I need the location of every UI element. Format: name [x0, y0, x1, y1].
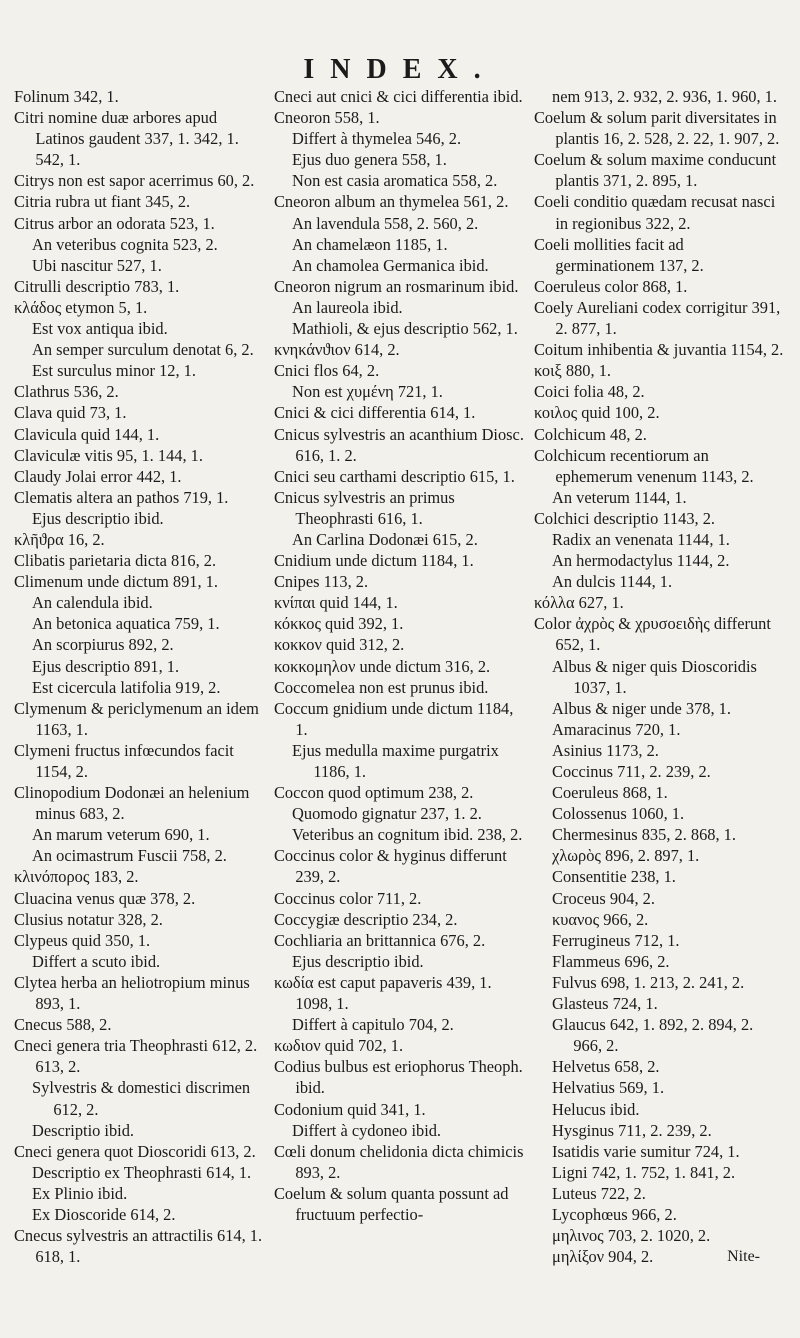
index-entry: Codonium quid 341, 1. — [274, 1099, 426, 1119]
index-entry: Mathioli, & ejus descriptio 562, 1. — [292, 319, 518, 339]
index-entry: Coccinus 711, 2. 239, 2. — [552, 762, 711, 781]
index-entry: Veteribus an cognitum ibid. 238, 2. — [292, 825, 523, 845]
index-entry: Cneci genera tria Theophrasti 612, 2. 613, 2. — [14, 1036, 258, 1077]
index-entry: Coccygiæ descriptio 234, 2. — [274, 909, 458, 929]
index-entry: Fulvus 698, 1. 213, 2. 241, 2. — [552, 972, 745, 992]
index-entry: An hermodactylus 1144, 2. — [552, 551, 730, 571]
index-entry: Est vox antiqua ibid. — [32, 319, 168, 339]
index-entry: An Carlina Dodonæi 615, 2. — [292, 529, 478, 549]
index-entry: Coici folia 48, 2. — [534, 382, 645, 402]
index-entry: An marum veterum 690, 1. — [32, 825, 210, 845]
index-entry: Ejus descriptio 891, 1. — [32, 656, 180, 676]
index-entry: Differt a scuto ibid. — [32, 951, 161, 971]
index-entry: An ocimastrum Fuscii 758, 2. — [32, 846, 227, 866]
index-entry: Amaracinus 720, 1. — [552, 719, 681, 739]
index-entry: Coccomelea non est prunus ibid. — [274, 677, 489, 697]
index-entry: Codius bulbus est eriophorus Theoph. ibid. — [274, 1057, 523, 1098]
index-entry: Clavicula quid 144, 1. — [14, 424, 160, 444]
index-entry: Differt à capitulo 704, 2. — [292, 1015, 454, 1035]
index-entry: Coeli mollities facit ad germinationem 137, 2. — [534, 234, 704, 275]
index-entry: Isatidis varie sumitur 724, 1. — [552, 1141, 740, 1161]
index-entry: χλωρὸς 896, 2. 897, 1. — [552, 846, 700, 866]
index-entry: Hysginus 711, 2. 239, 2. — [552, 1120, 712, 1140]
index-entry: Consentitie 238, 1. — [552, 867, 676, 887]
index-entry: An scorpiurus 892, 2. — [32, 635, 174, 655]
index-entry: Cnici flos 64, 2. — [274, 361, 380, 381]
index-entry: Clematis altera an pathos 719, 1. — [14, 487, 229, 507]
index-entry: Cneoron nigrum an rosmarinum ibid. — [274, 276, 519, 296]
index-entry: Clymeni fructus infœcundos facit 1154, 2. — [14, 740, 234, 781]
index-entry: Albus & niger quis Dioscoridis 1037, 1. — [552, 656, 757, 697]
index-column-3 — [534, 86, 786, 1282]
index-entry: κυανος 966, 2. — [552, 909, 649, 929]
index-entry: Cneci genera quot Dioscoridi 613, 2. — [14, 1141, 256, 1161]
index-entry: Clinopodium Dodonæi an helenium minus 683, 2. — [14, 783, 250, 824]
index-entry: Cnidium unde dictum 1184, 1. — [274, 551, 474, 571]
index-entry: κλινόπορος 183, 2. — [14, 867, 139, 887]
index-entry: Chermesinus 835, 2. 868, 1. — [552, 825, 736, 845]
index-entry: Folinum 342, 1. — [14, 87, 119, 106]
index-entry: Clibatis parietaria dicta 816, 2. — [14, 551, 217, 571]
index-entry: Albus & niger unde 378, 1. — [552, 698, 731, 718]
index-entry: Ejus descriptio ibid. — [292, 951, 424, 971]
index-entry: κοκκομηλον unde dictum 316, 2. — [274, 656, 491, 676]
index-entry: Coelum & solum maxime conducunt plantis 371, 2. 895, 1. — [534, 150, 777, 191]
index-entry: Citria rubra ut fiant 345, 2. — [14, 192, 191, 212]
index-entry: κόκκος quid 392, 1. — [274, 614, 404, 634]
index-entry: Cochliaria an brittannica 676, 2. — [274, 930, 486, 950]
index-entry: Colchicum 48, 2. — [534, 424, 647, 444]
index-entry: Clusius notatur 328, 2. — [14, 909, 163, 929]
index-entry: κοκκον quid 312, 2. — [274, 635, 405, 655]
index-entry: Cnici & cici differentia 614, 1. — [274, 403, 476, 423]
page-title: INDEX. — [303, 54, 497, 85]
index-entry: Clymenum & periclymenum an idem 1163, 1. — [14, 698, 259, 739]
index-entry: Climenum unde dictum 891, 1. — [14, 572, 218, 592]
index-entry: Citrulli descriptio 783, 1. — [14, 276, 180, 296]
index-entry: Glasteus 724, 1. — [552, 994, 658, 1014]
index-entry: Ubi nascitur 527, 1. — [32, 255, 162, 275]
index-entry: Asinius 1173, 2. — [552, 740, 659, 760]
index-entry: Coccum gnidium unde dictum 1184, 1. — [274, 698, 514, 739]
index-entry: An veterum 1144, 1. — [552, 487, 687, 507]
index-entry: Coeruleus 868, 1. — [552, 783, 668, 803]
index-entry: Ligni 742, 1. 752, 1. 841, 2. — [552, 1162, 736, 1182]
index-entry: Flammeus 696, 2. — [552, 951, 670, 971]
index-entry: Coccinus color & hyginus differunt 239, 2. — [274, 846, 507, 887]
index-entry: Luteus 722, 2. — [552, 1183, 646, 1203]
index-entry: Quomodo gignatur 237, 1. 2. — [292, 804, 482, 824]
index-entry: Coeruleus color 868, 1. — [534, 276, 688, 296]
index-entry: κωδιον quid 702, 1. — [274, 1036, 404, 1056]
index-entry: Coeli conditio quædam recusat nasci in regionibus 322, 2. — [534, 192, 776, 233]
index-entry: κλῆϑρα 16, 2. — [14, 529, 105, 549]
index-entry: κνίπαι quid 144, 1. — [274, 593, 398, 613]
index-entry: Differt à cydoneo ibid. — [292, 1120, 442, 1140]
index-entry: Helvetus 658, 2. — [552, 1057, 660, 1077]
index-entry: Colchici descriptio 1143, 2. — [534, 508, 716, 528]
index-entry: Citri nomine duæ arbores apud Latinos gaudent 337, 1. 342, 1. 542, 1. — [14, 108, 239, 170]
catchword: Nite- — [727, 1248, 760, 1265]
index-entry: Clava quid 73, 1. — [14, 403, 127, 423]
index-entry: An veteribus cognita 523, 2. — [32, 234, 218, 254]
index-entry: Helvatius 569, 1. — [552, 1078, 665, 1098]
index-entry: Est surculus minor 12, 1. — [32, 361, 196, 381]
index-entry: An lavendula 558, 2. 560, 2. — [292, 213, 479, 233]
index-entry: Claudy Jolai error 442, 1. — [14, 466, 182, 486]
index-entry: Non est χυμένη 721, 1. — [292, 382, 443, 402]
index-entry: κοιλος quid 100, 2. — [534, 403, 660, 423]
index-entry: Coely Aureliani codex corrigitur 391, 2. 877, 1. — [534, 297, 781, 339]
index-entry: Glaucus 642, 1. 892, 2. 894, 2. 966, 2. — [552, 1015, 754, 1056]
index-entry: Cluacina venus quæ 378, 2. — [14, 888, 196, 908]
index-entry: Citrus arbor an odorata 523, 1. — [14, 213, 215, 233]
index-entry: μηλίξον 904, 2. — [552, 1247, 654, 1267]
index-entry: Colchicum recentiorum an ephemerum venenum 1143, 2. — [534, 445, 754, 486]
index-entry: Cnipes 113, 2. — [274, 572, 369, 592]
index-entry: Est cicercula latifolia 919, 2. — [32, 677, 221, 697]
index-entry: Cœli donum chelidonia dicta chimicis 893, 2. — [274, 1141, 524, 1182]
index-entry: Ejus medulla maxime purgatrix 1186, 1. — [292, 740, 499, 781]
index-entry: Differt à thymelea 546, 2. — [292, 129, 462, 149]
index-column-2 — [274, 86, 526, 1282]
index-entry: Croceus 904, 2. — [552, 888, 655, 908]
index-entry: Colossenus 1060, 1. — [552, 804, 685, 824]
index-entry: An semper surculum denotat 6, 2. — [32, 340, 254, 360]
index-entry: Non est casia aromatica 558, 2. — [292, 171, 498, 191]
index-entry: Clytea herba an heliotropium minus 893, 1. — [14, 972, 250, 1014]
index-entry: Coccon quod optimum 238, 2. — [274, 783, 474, 803]
index-entry: Ejus duo genera 558, 1. — [292, 150, 447, 170]
index-entry: κόλλα 627, 1. — [534, 593, 624, 613]
index-entry: Lycophœus 966, 2. — [552, 1204, 677, 1224]
index-entry: Clypeus quid 350, 1. — [14, 930, 151, 950]
index-entry: An chamelæon 1185, 1. — [292, 234, 448, 254]
index-entry: Coelum & solum quanta possunt ad fructuum perfectio- — [274, 1183, 509, 1224]
index-entry: Cnecus sylvestris an attractilis 614, 1. 618, 1. — [14, 1226, 263, 1267]
index-entry: κνηκάνϑιον 614, 2. — [274, 340, 400, 360]
index-entry: nem 913, 2. 932, 2. 936, 1. 960, 1. — [552, 87, 777, 106]
index-entry: Claviculæ vitis 95, 1. 144, 1. — [14, 445, 203, 465]
index-entry: Descriptio ibid. — [32, 1120, 135, 1140]
index-entry: An chamolea Germanica ibid. — [292, 255, 489, 275]
index-column-1 — [14, 86, 266, 1282]
index-entry: Coccinus color 711, 2. — [274, 888, 422, 908]
index-entry: Citrys non est sapor acerrimus 60, 2. — [14, 171, 255, 191]
index-entry: Cneoron album an thymelea 561, 2. — [274, 192, 509, 212]
index-entry: Cneci aut cnici & cici differentia ibid. — [274, 87, 523, 106]
index-entry: Helucus ibid. — [552, 1099, 640, 1119]
index-entry: An betonica aquatica 759, 1. — [32, 614, 220, 634]
index-entry: Ex Dioscoride 614, 2. — [32, 1204, 176, 1224]
index-entry: Sylvestris & domestici discrimen 612, 2. — [32, 1078, 251, 1119]
index-entry: An laureola ibid. — [292, 297, 403, 317]
index-entry: Color ἀχρὸς & χρυσοειδὴς differunt 652, 1. — [534, 614, 771, 655]
index-entry: An dulcis 1144, 1. — [552, 572, 673, 592]
index-entry: An calendula ibid. — [32, 593, 153, 613]
index-entry: Cnicus sylvestris an acanthium Diosc. 616, 1. 2. — [274, 424, 524, 465]
index-columns — [14, 86, 786, 1282]
index-entry: Ex Plinio ibid. — [32, 1183, 128, 1203]
index-entry: Ejus descriptio ibid. — [32, 508, 164, 528]
index-entry: Clathrus 536, 2. — [14, 382, 119, 402]
index-entry: κωδία est caput papaveris 439, 1. 1098, 1. — [274, 972, 492, 1014]
index-entry: Coelum & solum parit diversitates in plantis 16, 2. 528, 2. 22, 1. 907, 2. — [534, 108, 780, 149]
index-entry: Cneoron 558, 1. — [274, 108, 380, 128]
index-entry: κοιξ 880, 1. — [534, 361, 611, 381]
index-entry: Descriptio ex Theophrasti 614, 1. — [32, 1162, 252, 1182]
index-entry: Coitum inhibentia & juvantia 1154, 2. — [534, 340, 784, 360]
index-entry: Cnecus 588, 2. — [14, 1015, 112, 1035]
index-entry: μηλινος 703, 2. 1020, 2. — [552, 1226, 711, 1246]
index-entry: Cnici seu carthami descriptio 615, 1. — [274, 466, 515, 486]
index-entry: Cnicus sylvestris an primus Theophrasti 616, 1. — [274, 487, 455, 528]
index-entry: Ferrugineus 712, 1. — [552, 930, 680, 950]
index-entry: Radix an venenata 1144, 1. — [552, 529, 730, 549]
index-entry: κλάδος etymon 5, 1. — [14, 297, 148, 317]
